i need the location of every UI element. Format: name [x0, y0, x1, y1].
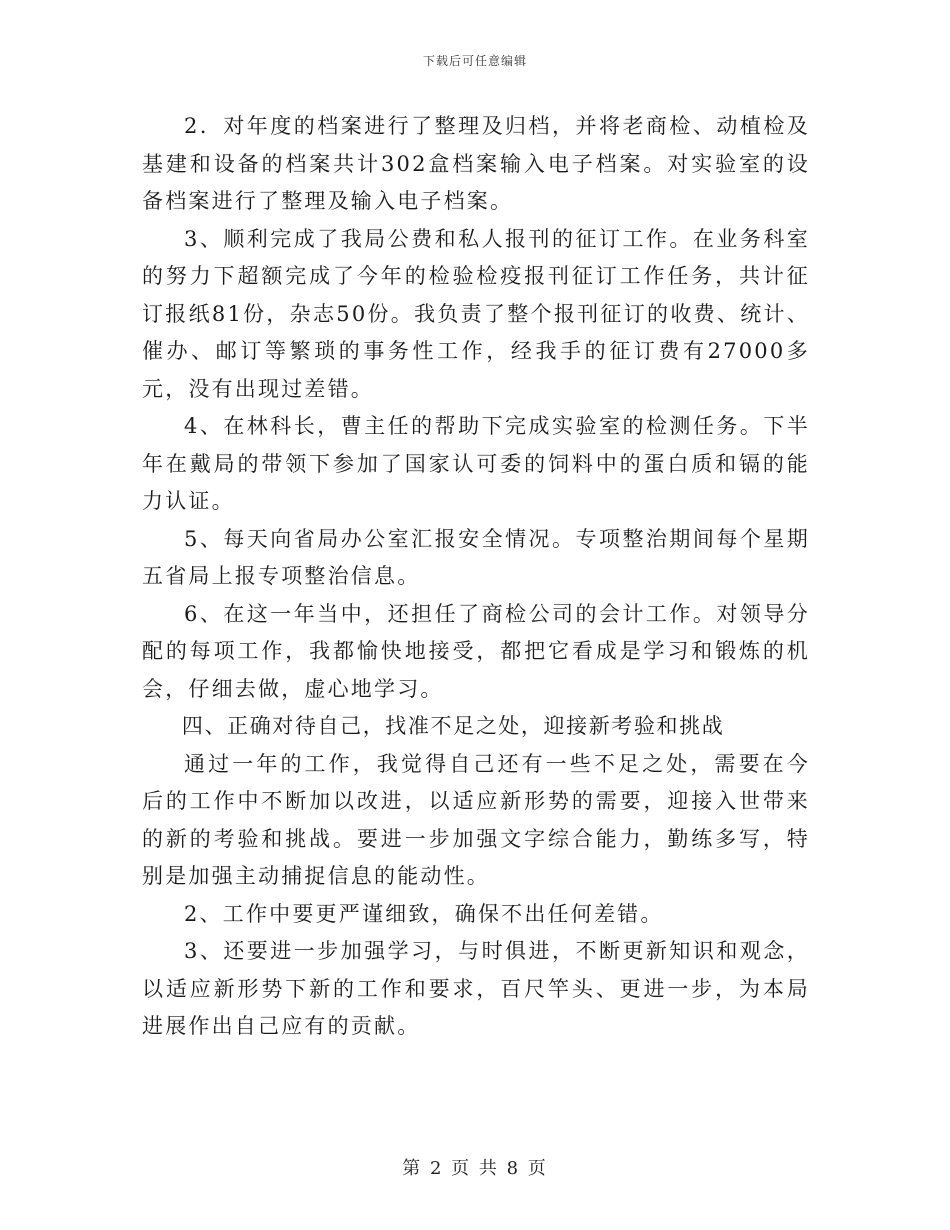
paragraph-accounting: 6、在这一年当中，还担任了商检公司的会计工作。对领导分配的每项工作，我都愉快地接受，都把它看成是学习和锻炼的机会，仔细去做，虚心地学习。	[142, 601, 810, 701]
paragraph-safety-report: 5、每天向省局办公室汇报安全情况。专项整治期间每个星期五省局上报专项整治信息。	[142, 526, 810, 588]
paragraph-carefulness: 2、工作中要更严谨细致，确保不出任何差错。	[184, 901, 664, 926]
paragraph-continued-learning: 3、还要进一步加强学习，与时俱进，不断更新知识和观念，以适应新形势下新的工作和要求，百尺竿头、更进一步，为本局进展作出自己应有的贡献。	[142, 939, 810, 1038]
page-number-footer: 第 2 页 共 8 页	[402, 1158, 548, 1179]
paragraph-archives: 2．对年度的档案进行了整理及归档，并将老商检、动植检及基建和设备的档案共计302盒档案输入电子档案。对实验室的设备档案进行了整理及输入电子档案。	[142, 114, 810, 213]
document-body	[142, 108, 810, 1046]
paragraph-lab-testing: 4、在林科长，曹主任的帮助下完成实验室的检测任务。下半年在戴局的带领下参加了国家认可委的饲料中的蛋白质和镉的能力认证。	[142, 414, 810, 513]
paragraph-shortcomings: 通过一年的工作，我觉得自己还有一些不足之处，需要在今后的工作中不断加以改进，以适应新形势的需要，迎接入世带来的新的考验和挑战。要进一步加强文字综合能力，勤练多写，特别是加强主动捕捉信息的能动性。	[142, 751, 810, 888]
paragraph-subscriptions: 3、顺利完成了我局公费和私人报刊的征订工作。在业务科室的努力下超额完成了今年的检验检疫报刊征订工作任务，共计征订报纸81份，杂志50份。我负责了整个报刊征订的收费、统计、催办、邮订等繁琐的事务性工作，经我手的征订费有27000多元，没有出现过差错。	[142, 226, 810, 401]
page-header-note: 下载后可任意编辑	[422, 54, 527, 68]
section-heading-self-assessment: 四、正确对待自己，找准不足之处，迎接新考验和挑战	[181, 714, 725, 738]
